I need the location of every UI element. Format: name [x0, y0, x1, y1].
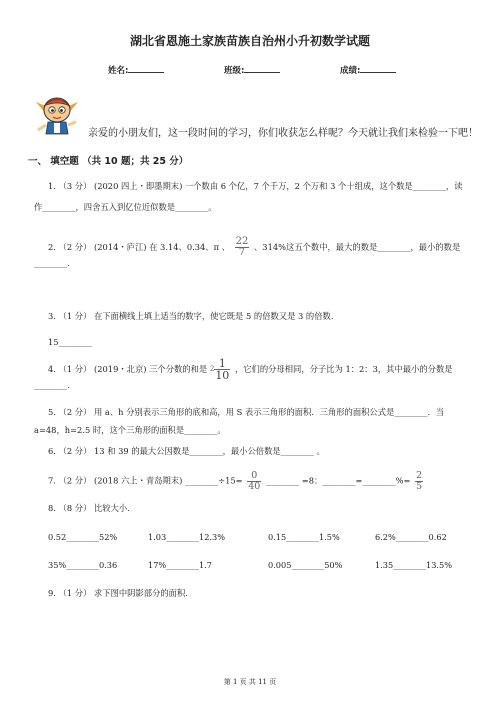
comparison-item: 0.005________50%: [268, 560, 343, 570]
comparison-item: 1.35________13.5%: [375, 560, 452, 570]
question-3-answer: 15________: [48, 337, 92, 347]
mixed-number-whole: 2: [209, 365, 215, 373]
page-title: 湖北省恩施土家族苗族自治州小升初数学试题: [129, 34, 370, 48]
page-footer: 第 1 页 共 11 页: [223, 678, 277, 686]
name-label: 姓名:: [108, 66, 129, 76]
question-4-line-1: [48, 358, 453, 381]
question-3: 3. （1 分） 在下面横线上填上适当的数字，使它既是 5 的倍数又是 3 的倍数.: [48, 311, 334, 321]
question-5-line-1: 5. （2 分） 用 a、h 分别表示三角形的底和高，用 S 表示三角形的面积．三角形的面积公式是________．当: [48, 407, 445, 417]
fraction-0-40: [247, 471, 261, 491]
question-4-text-b: ，它们的分母相同，分子比为 1：2：3，其中最小的分数是: [234, 364, 453, 374]
section-heading: 一、 填空题 （共 10 题；共 25 分）: [28, 156, 189, 167]
question-4-text-a: 4. （1 分） (2019・北京) 三个分数的和是: [48, 364, 208, 374]
mascot-illustration: [34, 92, 80, 136]
fraction-denominator: 40: [248, 480, 261, 492]
comparison-item: 0.52________52%: [48, 532, 118, 542]
comparison-item: 1.03________12.3%: [148, 532, 225, 542]
name-blank[interactable]: [128, 63, 164, 73]
question-2-text-b: 、314%这五个数中，最大的数是________，最小的数是: [254, 242, 461, 252]
question-6: 6. （2 分） 13 和 39 的最大公因数是________，最小公倍数是________ 。: [48, 446, 325, 456]
question-2-text-a: 2. （2 分） (2014・庐江) 在 3.14、0.34、π 、: [48, 242, 230, 252]
question-8: 8. （8 分） 比较大小.: [48, 503, 130, 513]
question-5-line-2: a=48，h=2.5 时，这个三角形的面积是________。: [34, 425, 226, 435]
comparison-item: 0.15________1.5%: [268, 532, 340, 542]
fraction-denominator: 5: [416, 480, 423, 492]
question-4-line-2: ________.: [34, 380, 70, 390]
question-1-line-1: 1. （3 分） (2020 四上・即墨期末) 一个数由 6 个亿，7 个千万，2 个万和 3 个十组成，这个数是________，读: [48, 181, 463, 191]
question-2-line-2: ________.: [34, 258, 70, 268]
question-2-line-1: [48, 237, 460, 258]
fraction-numerator: 2: [416, 470, 423, 481]
score-field: [340, 63, 396, 76]
question-9: 9. （1 分） 求下图中阴影部分的面积.: [48, 588, 188, 598]
class-field: [224, 63, 280, 76]
name-field: [108, 63, 164, 76]
score-blank[interactable]: [360, 63, 396, 73]
question-7: [48, 471, 423, 491]
fraction-denominator: 10: [215, 369, 230, 382]
question-7-text-b: ________ =8：________=________%=: [265, 475, 411, 486]
score-label: 成绩:: [340, 66, 361, 76]
fraction-denominator: 7: [238, 247, 246, 258]
question-7-text-a: 7. （2 分） (2018 六上・青岛期末) ________÷15=: [48, 475, 243, 486]
fraction-2-5: [415, 471, 423, 491]
comparison-item: 6.2%________0.62: [375, 532, 447, 542]
fraction-numerator: 0: [247, 471, 261, 482]
fraction-1-10: [214, 358, 230, 381]
intro-text: 亲爱的小朋友们，这一段时间的学习，你们收获怎么样呢？今天就让我们来检验一下吧！: [88, 128, 478, 139]
fraction-22-7: [235, 237, 250, 258]
question-1-line-2: 作________，四舍五入到亿位近似数是________。: [34, 202, 217, 212]
class-label: 班级:: [224, 66, 245, 76]
class-blank[interactable]: [244, 63, 280, 73]
fraction-numerator: 22: [235, 236, 249, 247]
comparison-item: 17%________1.7: [148, 560, 212, 570]
comparison-item: 35%________0.36: [48, 560, 118, 570]
fraction-numerator: 1: [214, 358, 230, 370]
